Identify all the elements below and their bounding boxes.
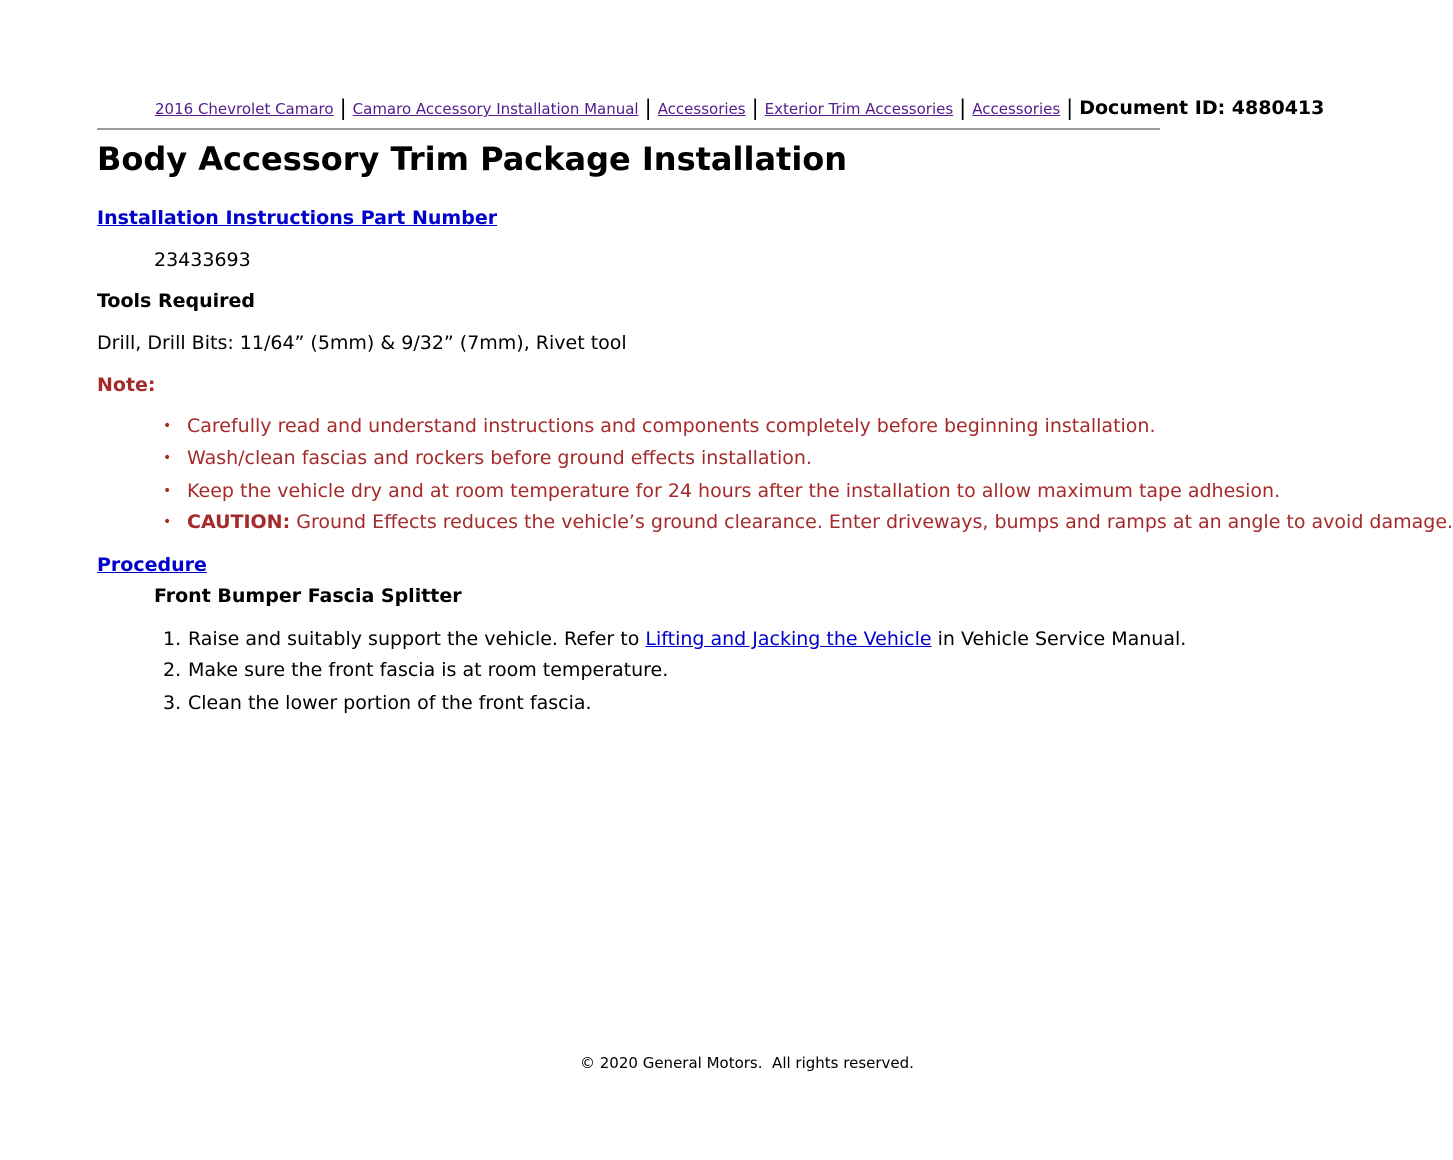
copyright-footer: © 2020 General Motors. All rights reserved. — [580, 1054, 914, 1072]
step-number: 3. — [163, 692, 182, 714]
document-page — [97, 0, 1453, 1160]
tools-required-heading: Tools Required — [97, 290, 255, 312]
page-title: Body Accessory Trim Package Installation — [97, 140, 848, 178]
breadcrumb-link-exterior-trim[interactable]: Exterior Trim Accessories — [764, 100, 954, 118]
breadcrumb-current: Document ID: 4880413 — [1079, 97, 1325, 119]
note-item-text: Keep the vehicle dry and at room temperature for 24 hours after the installation to allow maximum tape adhesion. — [187, 480, 1281, 502]
procedure-step — [163, 658, 668, 682]
header-divider — [97, 128, 1160, 130]
breadcrumb-separator: | — [751, 96, 759, 120]
note-heading: Note: — [97, 374, 156, 396]
bullet-icon: • — [163, 450, 172, 466]
step-text: Clean the lower portion of the front fascia. — [188, 692, 592, 714]
procedure-step — [163, 691, 592, 715]
step-number: 1. — [163, 628, 182, 650]
part-number: 23433693 — [154, 249, 251, 271]
bullet-icon: • — [163, 514, 172, 530]
tools-required-text: Drill, Drill Bits: 11/64” (5mm) & 9/32” (7mm), Rivet tool — [97, 332, 627, 354]
procedure-step — [163, 627, 1186, 651]
procedure-link[interactable]: Procedure — [97, 554, 207, 576]
breadcrumb-separator: | — [959, 96, 967, 120]
bullet-icon: • — [163, 418, 172, 434]
note-item-text: Carefully read and understand instructions and components completely before beginning installation. — [187, 415, 1156, 437]
step-text: Raise and suitably support the vehicle. Refer to — [188, 628, 646, 650]
caution-body: Ground Effects reduces the vehicle’s ground clearance. Enter driveways, bumps and ramps at an angle to avoid damage. — [290, 511, 1453, 533]
step-number: 2. — [163, 659, 182, 681]
procedure-subheading: Front Bumper Fascia Splitter — [154, 585, 462, 607]
installation-instructions-link[interactable]: Installation Instructions Part Number — [97, 207, 498, 229]
step-text: Make sure the front fascia is at room temperature. — [188, 659, 669, 681]
caution-text — [187, 510, 1453, 534]
breadcrumb-link-manual[interactable]: Camaro Accessory Installation Manual — [352, 100, 639, 118]
lifting-jacking-link[interactable]: Lifting and Jacking the Vehicle — [645, 628, 932, 650]
step-text-after: in Vehicle Service Manual. — [931, 628, 1187, 650]
breadcrumb-link-accessories[interactable]: Accessories — [657, 100, 746, 118]
breadcrumb — [155, 96, 1324, 121]
bullet-icon: • — [163, 483, 172, 499]
caution-label: CAUTION: — [187, 511, 291, 533]
breadcrumb-link-vehicle[interactable]: 2016 Chevrolet Camaro — [155, 100, 334, 118]
breadcrumb-separator: | — [339, 96, 347, 120]
note-item-text: Wash/clean fascias and rockers before ground effects installation. — [187, 447, 812, 469]
breadcrumb-separator: | — [644, 96, 652, 120]
breadcrumb-separator: | — [1066, 96, 1074, 120]
breadcrumb-link-accessories-sub[interactable]: Accessories — [972, 100, 1061, 118]
